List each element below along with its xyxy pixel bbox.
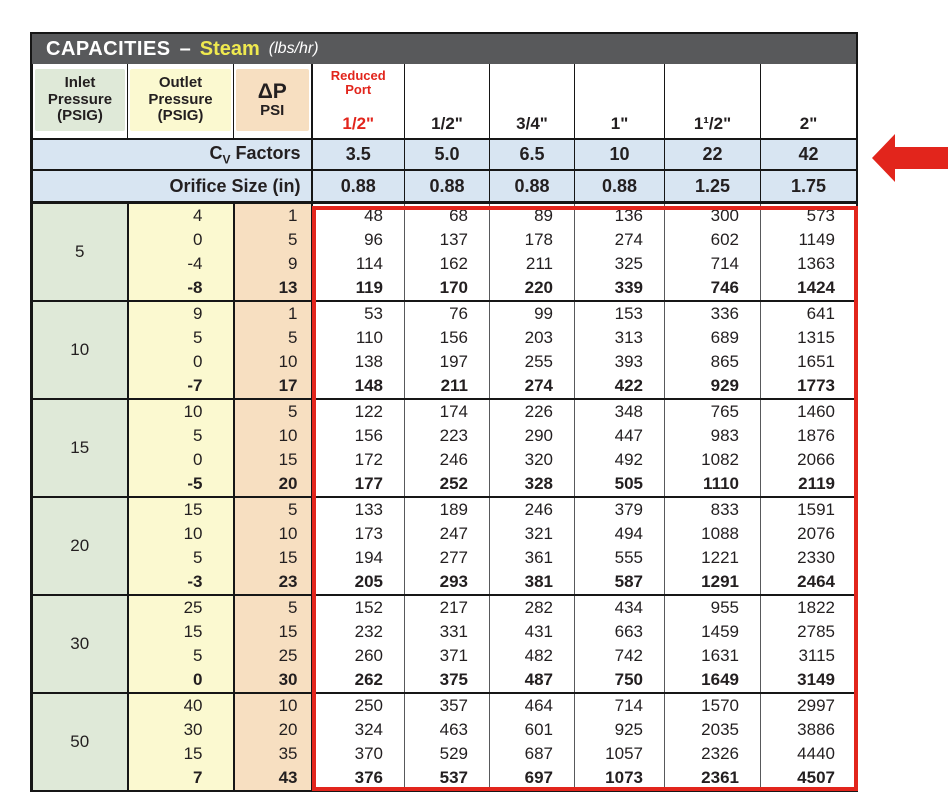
delta-p-cell: 1 (234, 203, 312, 229)
title-unit: (lbs/hr) (268, 40, 319, 57)
capacity-value-cell: 746 (665, 276, 761, 301)
capacity-value-cell: 687 (490, 742, 575, 766)
capacity-value-cell: 370 (312, 742, 405, 766)
capacity-value-cell: 336 (665, 301, 761, 326)
capacity-row (33, 350, 857, 374)
capacity-value-cell: 1363 (761, 252, 857, 276)
outlet-pressure-cell: 15 (128, 497, 234, 522)
delta-p-cell: 5 (234, 399, 312, 424)
outlet-pressure-cell: -8 (128, 276, 234, 301)
capacity-value-cell: 173 (312, 522, 405, 546)
capacity-value-cell: 148 (312, 374, 405, 399)
capacity-row (33, 693, 857, 718)
delta-p-cell: 25 (234, 644, 312, 668)
delta-p-cell: 5 (234, 497, 312, 522)
delta-p-cell: 17 (234, 374, 312, 399)
capacity-value-cell: 393 (575, 350, 665, 374)
capacity-value-cell: 2066 (761, 448, 857, 472)
outlet-pressure-cell: 9 (128, 301, 234, 326)
delta-p-cell: 15 (234, 448, 312, 472)
column-header-row (33, 64, 857, 139)
capacity-row (33, 497, 857, 522)
title-dash: – (179, 37, 191, 60)
delta-p-unit: PSI (260, 101, 285, 119)
orifice-value: 0.88 (575, 170, 665, 203)
delta-p-cell: 15 (234, 546, 312, 570)
capacity-value-cell: 2330 (761, 546, 857, 570)
capacity-value-cell: 226 (490, 399, 575, 424)
outlet-pressure-header (128, 64, 234, 139)
capacity-value-cell: 1057 (575, 742, 665, 766)
outlet-pressure-cell: 40 (128, 693, 234, 718)
size-header-two-inch: 2" (761, 64, 857, 139)
delta-p-cell: 20 (234, 718, 312, 742)
capacity-value-cell: 274 (490, 374, 575, 399)
capacity-value-cell: 211 (490, 252, 575, 276)
capacity-value-cell: 68 (405, 203, 490, 229)
capacity-value-cell: 133 (312, 497, 405, 522)
capacity-value-cell: 1460 (761, 399, 857, 424)
capacity-value-cell: 313 (575, 326, 665, 350)
outlet-pressure-cell: 10 (128, 522, 234, 546)
capacity-value-cell: 247 (405, 522, 490, 546)
capacity-value-cell: 172 (312, 448, 405, 472)
capacity-value-cell: 2464 (761, 570, 857, 595)
capacity-value-cell: 136 (575, 203, 665, 229)
orifice-size-row (33, 170, 857, 203)
capacities-table-container (30, 32, 858, 792)
cv-factors-row (33, 139, 857, 170)
capacity-value-cell: 138 (312, 350, 405, 374)
delta-p-cell: 23 (234, 570, 312, 595)
reduced-port-size: 1/2" (342, 114, 375, 133)
orifice-size-label: Orifice Size (in) (33, 170, 312, 203)
capacity-value-cell: 1651 (761, 350, 857, 374)
capacity-value-cell: 96 (312, 228, 405, 252)
capacity-value-cell: 1082 (665, 448, 761, 472)
size-header-one-inch: 1" (575, 64, 665, 139)
capacity-value-cell: 293 (405, 570, 490, 595)
capacity-value-cell: 328 (490, 472, 575, 497)
inlet-pressure-cell: 5 (33, 203, 128, 302)
capacity-value-cell: 464 (490, 693, 575, 718)
capacity-value-cell: 277 (405, 546, 490, 570)
capacity-row (33, 276, 857, 301)
outlet-pressure-cell: 7 (128, 766, 234, 790)
inlet-pressure-cell: 50 (33, 693, 128, 790)
capacity-value-cell: 601 (490, 718, 575, 742)
capacity-value-cell: 2326 (665, 742, 761, 766)
capacity-value-cell: 162 (405, 252, 490, 276)
capacity-value-cell: 3886 (761, 718, 857, 742)
capacity-value-cell: 255 (490, 350, 575, 374)
capacity-value-cell: 1149 (761, 228, 857, 252)
capacity-value-cell: 189 (405, 497, 490, 522)
cv-value: 22 (665, 139, 761, 170)
capacity-value-cell: 194 (312, 546, 405, 570)
capacity-row (33, 448, 857, 472)
capacity-value-cell: 537 (405, 766, 490, 790)
capacity-row (33, 399, 857, 424)
capacity-value-cell: 1315 (761, 326, 857, 350)
capacity-value-cell: 765 (665, 399, 761, 424)
capacity-row (33, 546, 857, 570)
cv-value: 42 (761, 139, 857, 170)
capacity-row (33, 570, 857, 595)
capacity-value-cell: 1073 (575, 766, 665, 790)
capacity-row (33, 472, 857, 497)
capacity-value-cell: 482 (490, 644, 575, 668)
orifice-value: 0.88 (490, 170, 575, 203)
inlet-pressure-cell: 15 (33, 399, 128, 497)
capacity-value-cell: 153 (575, 301, 665, 326)
capacity-value-cell: 371 (405, 644, 490, 668)
capacity-value-cell: 494 (575, 522, 665, 546)
capacity-value-cell: 53 (312, 301, 405, 326)
capacity-value-cell: 1876 (761, 424, 857, 448)
delta-p-cell: 20 (234, 472, 312, 497)
capacity-value-cell: 203 (490, 326, 575, 350)
orifice-value: 1.75 (761, 170, 857, 203)
capacity-value-cell: 573 (761, 203, 857, 229)
capacity-value-cell: 1773 (761, 374, 857, 399)
capacity-value-cell: 170 (405, 276, 490, 301)
delta-p-symbol: ΔP (257, 79, 287, 103)
delta-p-header-label (236, 69, 309, 131)
capacity-value-cell: 2997 (761, 693, 857, 718)
outlet-pressure-cell: 5 (128, 424, 234, 448)
capacity-value-cell: 2361 (665, 766, 761, 790)
capacity-value-cell: 434 (575, 595, 665, 620)
outlet-pressure-cell: 0 (128, 448, 234, 472)
capacity-value-cell: 357 (405, 693, 490, 718)
capacity-row (33, 595, 857, 620)
capacity-row (33, 742, 857, 766)
capacity-value-cell: 76 (405, 301, 490, 326)
capacity-value-cell: 197 (405, 350, 490, 374)
inlet-pressure-header (33, 64, 128, 139)
capacity-value-cell: 1221 (665, 546, 761, 570)
capacity-value-cell: 4440 (761, 742, 857, 766)
outlet-pressure-cell: -3 (128, 570, 234, 595)
capacity-value-cell: 602 (665, 228, 761, 252)
capacity-value-cell: 2119 (761, 472, 857, 497)
delta-p-cell: 30 (234, 668, 312, 693)
capacity-value-cell: 156 (312, 424, 405, 448)
outlet-pressure-cell: -4 (128, 252, 234, 276)
capacity-value-cell: 422 (575, 374, 665, 399)
capacity-value-cell: 1110 (665, 472, 761, 497)
capacity-value-cell: 223 (405, 424, 490, 448)
capacity-value-cell: 174 (405, 399, 490, 424)
capacity-value-cell: 431 (490, 620, 575, 644)
capacity-value-cell: 220 (490, 276, 575, 301)
capacity-value-cell: 250 (312, 693, 405, 718)
capacity-value-cell: 110 (312, 326, 405, 350)
capacity-value-cell: 487 (490, 668, 575, 693)
delta-p-cell: 13 (234, 276, 312, 301)
capacity-value-cell: 99 (490, 301, 575, 326)
capacity-value-cell: 641 (761, 301, 857, 326)
capacity-value-cell: 379 (575, 497, 665, 522)
capacity-row (33, 620, 857, 644)
capacity-value-cell: 2076 (761, 522, 857, 546)
capacity-value-cell: 376 (312, 766, 405, 790)
outlet-pressure-cell: 5 (128, 326, 234, 350)
outlet-pressure-cell: 15 (128, 742, 234, 766)
capacity-value-cell: 1591 (761, 497, 857, 522)
capacity-value-cell: 381 (490, 570, 575, 595)
capacity-value-cell: 492 (575, 448, 665, 472)
capacity-value-cell: 1570 (665, 693, 761, 718)
capacity-value-cell: 177 (312, 472, 405, 497)
capacity-value-cell: 217 (405, 595, 490, 620)
outlet-pressure-cell: -7 (128, 374, 234, 399)
cv-factors-label: $C_V$ Factors (33, 139, 312, 170)
capacity-value-cell: 331 (405, 620, 490, 644)
outlet-pressure-cell: 0 (128, 668, 234, 693)
outlet-pressure-cell: 0 (128, 350, 234, 374)
inlet-pressure-cell: 10 (33, 301, 128, 399)
capacity-value-cell: 300 (665, 203, 761, 229)
delta-p-header (234, 64, 312, 139)
capacity-row (33, 374, 857, 399)
capacity-row (33, 228, 857, 252)
outlet-pressure-cell: 30 (128, 718, 234, 742)
left-arrow-icon (872, 131, 948, 185)
size-header-one-and-half-inch: 1¹/2" (665, 64, 761, 139)
delta-p-cell: 5 (234, 228, 312, 252)
delta-p-cell: 5 (234, 326, 312, 350)
outlet-pressure-cell: 5 (128, 546, 234, 570)
capacity-value-cell: 262 (312, 668, 405, 693)
delta-p-cell: 10 (234, 424, 312, 448)
capacity-value-cell: 274 (575, 228, 665, 252)
capacity-value-cell: 1459 (665, 620, 761, 644)
capacity-value-cell: 2785 (761, 620, 857, 644)
orifice-value: 0.88 (312, 170, 405, 203)
cv-value: 3.5 (312, 139, 405, 170)
capacity-row (33, 326, 857, 350)
delta-p-cell: 5 (234, 595, 312, 620)
orifice-value: 0.88 (405, 170, 490, 203)
capacity-value-cell: 505 (575, 472, 665, 497)
capacity-value-cell: 742 (575, 644, 665, 668)
delta-p-cell: 10 (234, 350, 312, 374)
capacity-value-cell: 48 (312, 203, 405, 229)
capacity-value-cell: 321 (490, 522, 575, 546)
capacity-value-cell: 232 (312, 620, 405, 644)
size-header-half-inch: 1/2" (405, 64, 490, 139)
capacity-value-cell: 246 (405, 448, 490, 472)
table-title-bar (32, 34, 856, 64)
capacity-row (33, 301, 857, 326)
capacity-value-cell: 1822 (761, 595, 857, 620)
delta-p-cell: 43 (234, 766, 312, 790)
capacity-value-cell: 122 (312, 399, 405, 424)
capacity-value-cell: 833 (665, 497, 761, 522)
capacity-value-cell: 348 (575, 399, 665, 424)
capacity-value-cell: 865 (665, 350, 761, 374)
delta-p-cell: 35 (234, 742, 312, 766)
capacity-value-cell: 714 (575, 693, 665, 718)
capacity-row (33, 203, 857, 229)
capacity-value-cell: 1631 (665, 644, 761, 668)
capacity-value-cell: 282 (490, 595, 575, 620)
capacity-value-cell: 697 (490, 766, 575, 790)
capacity-value-cell: 4507 (761, 766, 857, 790)
capacity-value-cell: 555 (575, 546, 665, 570)
capacity-value-cell: 983 (665, 424, 761, 448)
inlet-pressure-header-label: Inlet Pressure (PSIG) (35, 69, 125, 131)
outlet-pressure-cell: -5 (128, 472, 234, 497)
capacity-value-cell: 246 (490, 497, 575, 522)
capacity-value-cell: 137 (405, 228, 490, 252)
capacity-value-cell: 925 (575, 718, 665, 742)
capacity-row (33, 522, 857, 546)
capacity-value-cell: 339 (575, 276, 665, 301)
orifice-value: 1.25 (665, 170, 761, 203)
capacity-value-cell: 89 (490, 203, 575, 229)
capacity-value-cell: 1088 (665, 522, 761, 546)
capacity-value-cell: 1424 (761, 276, 857, 301)
capacity-value-cell: 529 (405, 742, 490, 766)
size-header-three-quarter-inch: 3/4" (490, 64, 575, 139)
reduced-port-header (312, 64, 405, 139)
outlet-pressure-cell: 25 (128, 595, 234, 620)
capacity-row (33, 668, 857, 693)
capacity-value-cell: 252 (405, 472, 490, 497)
capacity-value-cell: 260 (312, 644, 405, 668)
outlet-pressure-header-label: Outlet Pressure (PSIG) (130, 69, 231, 131)
capacity-value-cell: 375 (405, 668, 490, 693)
capacity-row (33, 252, 857, 276)
capacity-value-cell: 361 (490, 546, 575, 570)
cv-value: 10 (575, 139, 665, 170)
title-medium: Steam (199, 37, 260, 60)
delta-p-cell: 10 (234, 693, 312, 718)
capacity-value-cell: 663 (575, 620, 665, 644)
cv-value: 6.5 (490, 139, 575, 170)
capacity-value-cell: 178 (490, 228, 575, 252)
capacity-value-cell: 3149 (761, 668, 857, 693)
capacity-value-cell: 689 (665, 326, 761, 350)
capacity-value-cell: 114 (312, 252, 405, 276)
delta-p-cell: 15 (234, 620, 312, 644)
capacity-row (33, 718, 857, 742)
capacity-value-cell: 324 (312, 718, 405, 742)
delta-p-cell: 9 (234, 252, 312, 276)
capacity-value-cell: 320 (490, 448, 575, 472)
capacity-value-cell: 463 (405, 718, 490, 742)
capacity-value-cell: 750 (575, 668, 665, 693)
capacity-value-cell: 929 (665, 374, 761, 399)
capacity-value-cell: 955 (665, 595, 761, 620)
capacity-value-cell: 714 (665, 252, 761, 276)
capacity-row (33, 766, 857, 790)
capacity-value-cell: 211 (405, 374, 490, 399)
outlet-pressure-cell: 5 (128, 644, 234, 668)
capacity-value-cell: 3115 (761, 644, 857, 668)
outlet-pressure-cell: 4 (128, 203, 234, 229)
capacity-value-cell: 205 (312, 570, 405, 595)
title-capacities: CAPACITIES (46, 37, 171, 60)
capacity-value-cell: 2035 (665, 718, 761, 742)
capacity-value-cell: 119 (312, 276, 405, 301)
capacity-value-cell: 325 (575, 252, 665, 276)
capacity-value-cell: 290 (490, 424, 575, 448)
outlet-pressure-cell: 15 (128, 620, 234, 644)
capacity-value-cell: 152 (312, 595, 405, 620)
capacity-value-cell: 1649 (665, 668, 761, 693)
capacity-row (33, 644, 857, 668)
capacity-value-cell: 1291 (665, 570, 761, 595)
inlet-pressure-cell: 20 (33, 497, 128, 595)
capacity-value-cell: 447 (575, 424, 665, 448)
capacity-value-cell: 587 (575, 570, 665, 595)
reduced-port-label: Reduced Port (330, 68, 386, 98)
outlet-pressure-cell: 0 (128, 228, 234, 252)
capacity-row (33, 424, 857, 448)
cv-value: 5.0 (405, 139, 490, 170)
delta-p-cell: 1 (234, 301, 312, 326)
delta-p-cell: 10 (234, 522, 312, 546)
capacity-value-cell: 156 (405, 326, 490, 350)
inlet-pressure-cell: 30 (33, 595, 128, 693)
outlet-pressure-cell: 10 (128, 399, 234, 424)
capacities-table (32, 64, 857, 790)
